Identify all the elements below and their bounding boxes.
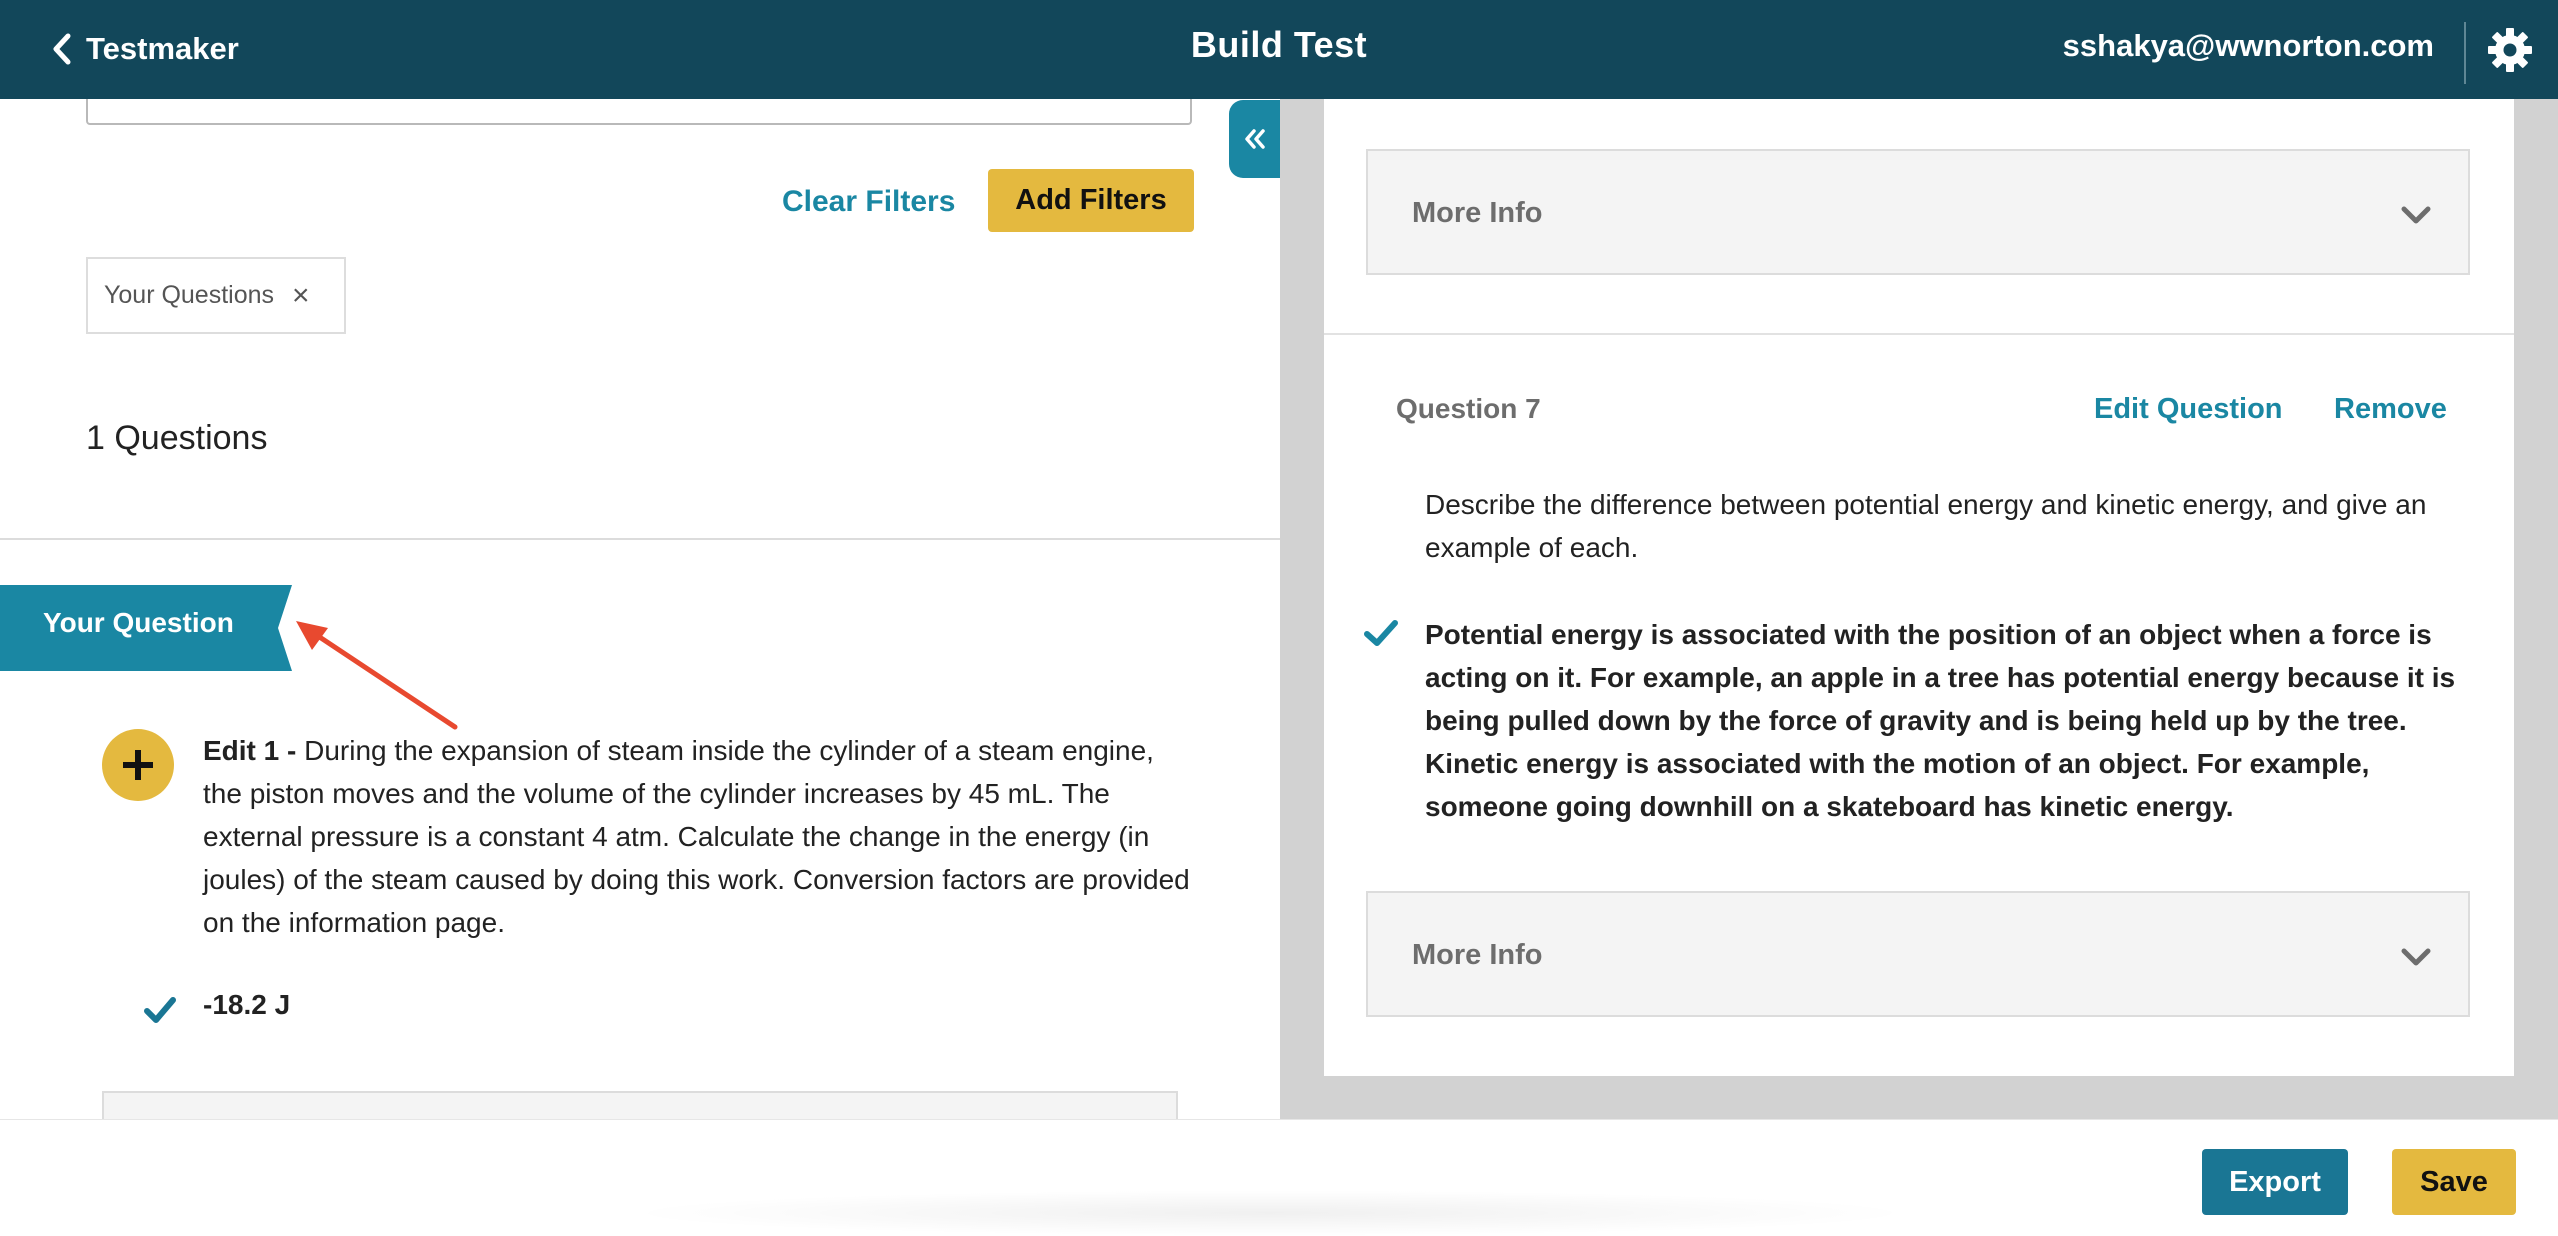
- add-filters-button[interactable]: Add Filters: [988, 169, 1194, 232]
- more-info-panel[interactable]: [1366, 149, 2470, 275]
- app-header: [0, 0, 2558, 99]
- back-label: Testmaker: [86, 31, 239, 66]
- add-question-button[interactable]: [102, 729, 174, 801]
- footer-shadow: [620, 1190, 1920, 1236]
- export-button[interactable]: Export: [2202, 1149, 2348, 1215]
- divider: [0, 538, 1280, 540]
- question-text: Describe the difference between potential energy and kinetic energy, and give an example of each.: [1425, 489, 2427, 563]
- header-divider: [2464, 22, 2466, 84]
- more-info-panel[interactable]: [1366, 891, 2470, 1017]
- plus-icon: [121, 748, 155, 782]
- close-icon[interactable]: ×: [292, 279, 310, 312]
- edit-question-link[interactable]: Edit Question: [2094, 393, 2283, 425]
- more-info-label: More Info: [1412, 939, 1543, 971]
- double-chevron-left-icon: [1244, 129, 1266, 149]
- question-body: During the expansion of steam inside the cylinder of a steam engine, the piston moves and the volume of the cylinder increases by 45 mL. The external pressure is a constant 4 atm. Calculate the change in the energy (in joules) of the steam caused by doing this work. Conversion factors are provided on the information page.: [203, 735, 1190, 938]
- question-prefix: Edit 1 -: [203, 735, 297, 766]
- question-answer: -18.2 J: [203, 989, 291, 1020]
- save-button[interactable]: Save: [2392, 1149, 2516, 1215]
- question-number: Question 7: [1396, 393, 1541, 424]
- chevron-down-icon: [2400, 945, 2432, 969]
- filter-chip-label: Your Questions: [104, 281, 275, 309]
- checkmark-icon: [1364, 619, 1398, 647]
- divider: [1324, 333, 2514, 335]
- user-email[interactable]: sshakya@wwnorton.com: [2062, 28, 2434, 63]
- checkmark-icon: [144, 996, 176, 1024]
- remove-question-link[interactable]: Remove: [2334, 393, 2447, 425]
- page-title: Build Test: [1190, 24, 1368, 65]
- back-to-testmaker-link[interactable]: [52, 26, 239, 72]
- gear-icon[interactable]: [2486, 26, 2534, 74]
- question-text: [203, 729, 1193, 944]
- chevron-down-icon: [2400, 203, 2432, 227]
- filter-chip: [86, 257, 346, 334]
- annotation-arrow-icon: [290, 614, 470, 734]
- collapse-panel-button[interactable]: [1229, 100, 1280, 178]
- search-input[interactable]: [86, 99, 1192, 125]
- question-answer: Potential energy is associated with the position of an object when a force is acting on it. For example, an apple in a tree has potential energy because it is being pulled down by the force of gravity and is being held up by the tree. Kinetic energy is associated with the motion of an object. For example, someone going downhill on a skateboard has kinetic energy.: [1425, 619, 2456, 822]
- ribbon-label: Your Question: [43, 607, 234, 638]
- test-question-card: [1324, 99, 2514, 1076]
- test-build-panel: [1280, 99, 2558, 1119]
- clear-filters-link[interactable]: Clear Filters: [782, 185, 956, 218]
- question-bank-panel: [0, 99, 1280, 1119]
- chevron-left-icon: [52, 32, 72, 66]
- more-info-panel[interactable]: [102, 1091, 1178, 1119]
- questions-count: 1 Questions: [86, 419, 268, 457]
- more-info-label: More Info: [1412, 197, 1543, 229]
